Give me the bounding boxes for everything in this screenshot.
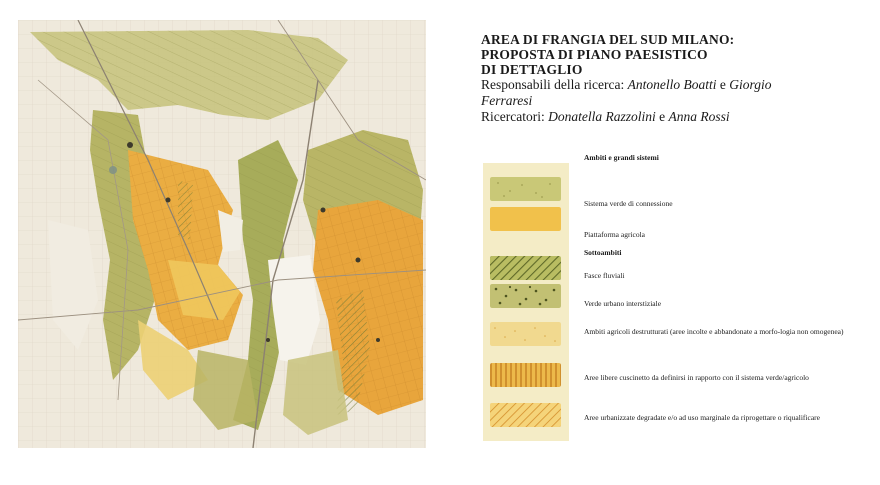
legend-heading-sub: Sottoambiti <box>584 248 622 257</box>
legend-heading-main: Ambiti e grandi sistemi <box>584 153 659 162</box>
title-line-1: AREA DI FRANGIA DEL SUD MILANO: <box>481 32 735 47</box>
legend-label-7: Aree urbanizzate degradate e/o ad uso marginale da riprogettare o riqualificare <box>584 413 820 422</box>
responsabili-name-3: Ferraresi <box>481 93 533 108</box>
legend-label-6: Aree libere cuscinetto da definirsi in rapporto con il sistema verde/agricolo <box>584 373 809 382</box>
responsabili-name-2: Giorgio <box>729 77 772 92</box>
ricercatori-label: Ricercatori: <box>481 109 549 124</box>
legend-label-2: Piattaforma agricola <box>584 230 646 239</box>
ricercatori-conj: e <box>655 109 669 124</box>
map-image <box>18 20 426 448</box>
legend <box>483 141 858 441</box>
legend-swatch-4 <box>490 284 561 308</box>
legend-label-1: Sistema verde di connessione <box>584 199 673 208</box>
legend-label-5: Ambiti agricoli destrutturati (aree incolte e abbandonate a morfo-logia non omogenea) <box>584 327 844 336</box>
legend-swatch-6 <box>490 363 561 387</box>
legend-swatch-7 <box>490 403 561 427</box>
ricercatori-name-2: Anna Rossi <box>668 109 730 124</box>
legend-swatch-1 <box>490 177 561 201</box>
responsabili-name-1: Antonello Boatti <box>627 77 717 92</box>
responsabili-label: Responsabili della ricerca: <box>481 77 628 92</box>
credit-ricercatori <box>481 109 861 125</box>
legend-swatch-5 <box>490 322 561 346</box>
legend-label-3: Fasce fluviali <box>584 271 625 280</box>
title-block <box>481 32 861 125</box>
legend-swatch-2 <box>490 207 561 231</box>
legend-label-4: Verde urbano interstiziale <box>584 299 662 308</box>
responsabili-conj: e <box>716 77 730 92</box>
legend-swatch-3 <box>490 256 561 280</box>
credit-responsabili <box>481 77 861 93</box>
credit-responsabili-cont <box>481 93 861 109</box>
title-line-3: DI DETTAGLIO <box>481 62 583 77</box>
map-panel <box>18 20 426 448</box>
ricercatori-name-1: Donatella Razzolini <box>548 109 656 124</box>
title-line-2: PROPOSTA DI PIANO PAESISTICO <box>481 47 708 62</box>
